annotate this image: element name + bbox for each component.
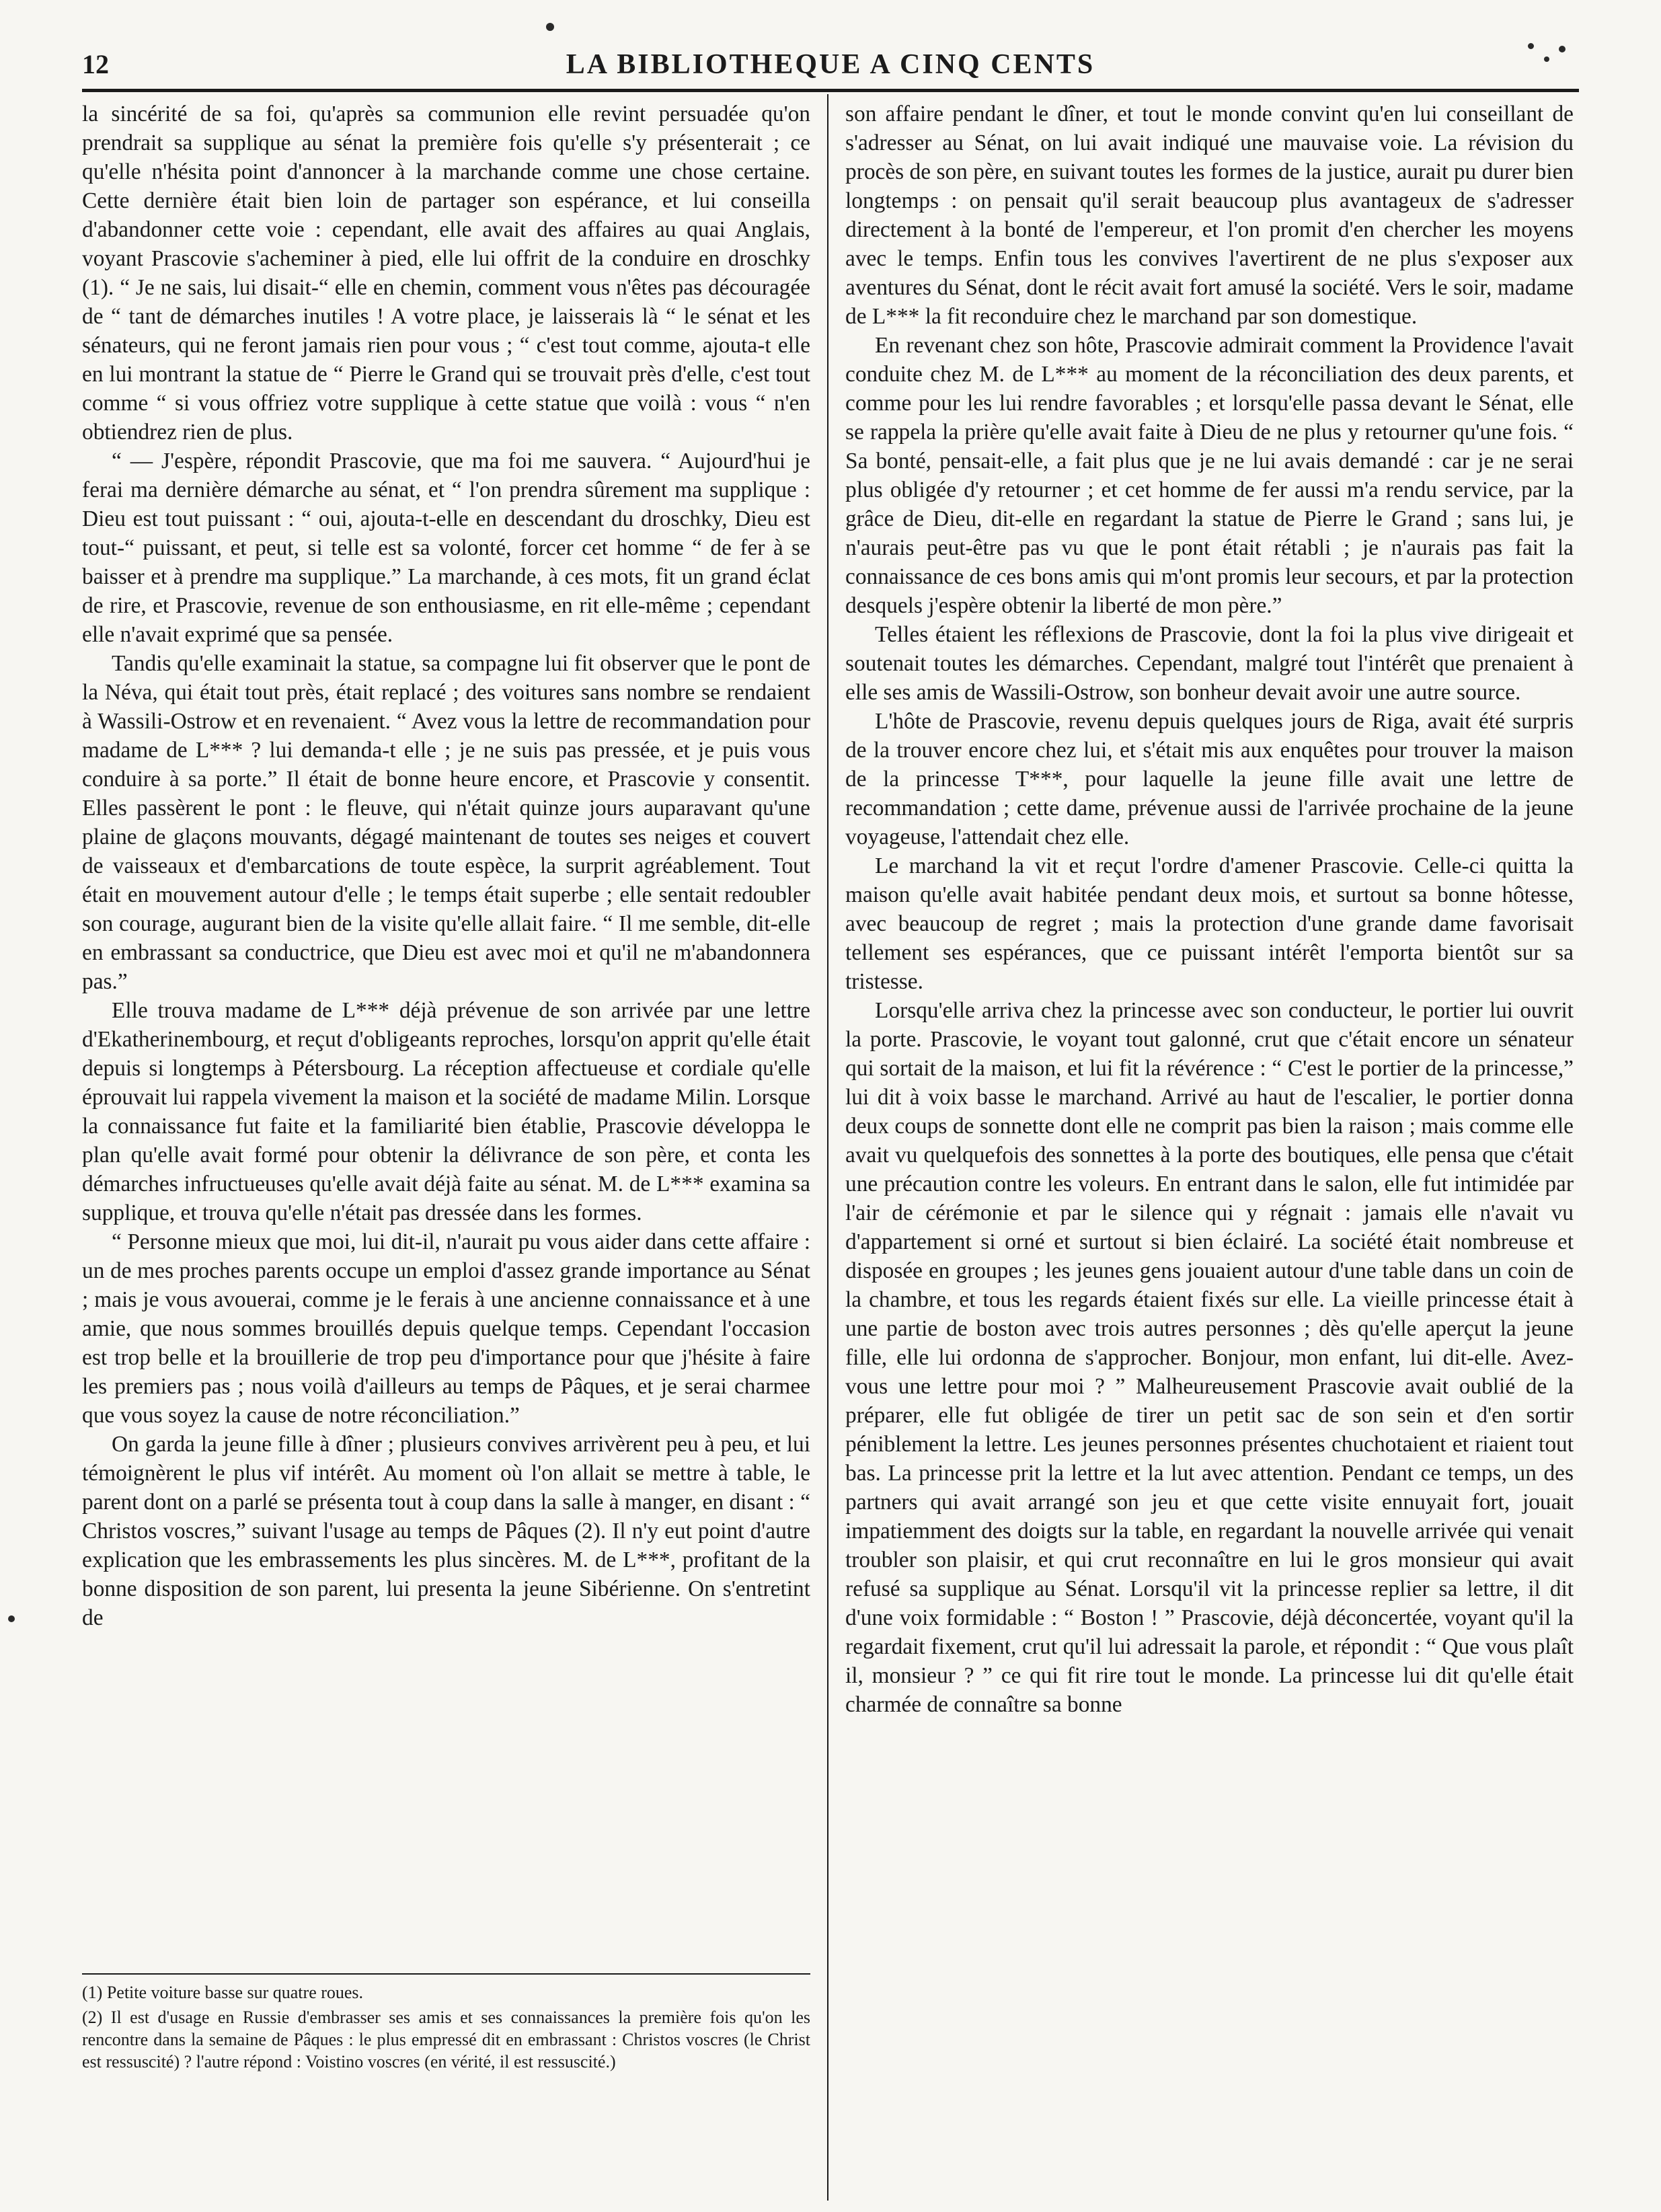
ink-speck [1559, 46, 1566, 52]
paragraph: Le marchand la vit et reçut l'ordre d'amener Prascovie. Celle-ci quitta la maison qu'elle avait habitée pendant deux mois, et surtout sa bonne hôtesse, avec beaucoup de regret ; mais la protection d'une grande dame favorisait tellement ses espérances, que ce puissant intérêt l'emporta bientôt sur sa tristesse. [845, 853, 1574, 994]
footnote-rule [82, 1973, 810, 1975]
paragraph: Lorsqu'elle arriva chez la princesse avec son conducteur, le portier lui ouvrit la porte. Prascovie, le voyant tout galonné, crut que c'était encore un sénateur qui sortait de la maison, et lui fit la révérence : “ C'est le portier de la princesse,” lui dit à voix basse le marchand. Arrivé au haut de l'escalier, le portier donna deux coups de sonnette dont elle ne comprit pas bien la raison ; mais comme elle avait vu quelquefois des sonnettes à la porte des boutiques, elle pensa que c'était une précaution contre les voleurs. En entrant dans le salon, elle fut intimidée par l'air de cérémonie et par le silence qui y régnait : jamais elle n'avait vu d'appartement si orné et surtout si bien éclairé. La société était nombreuse et disposée en groupes ; les jeunes gens jouaient autour d'une table dans un coin de la chambre, et tous les regards étaient fixés sur elle. La vieille princesse était à une partie de boston avec trois autres personnes ; dès qu'elle aperçut la jeune fille, elle lui ordonna de s'approcher. Bonjour, mon enfant, lui dit-elle. Avez-vous une lettre pour moi ? ” Malheureusement Prascovie avait oublié de la préparer, elle fut obligée de tirer un petit sac de son sein et d'en sortir péniblement la lettre. Les jeunes personnes présentes chuchotaient et riaient tout bas. La princesse prit la lettre et la lut avec attention. Pendant ce temps, un des partners qui avait arrangé son jeu et que cette visite ennuyait fort, jouait impatiemment des doigts sur la table, en regardant la nouvelle arrivée qui venait troubler son plaisir, et qui crut reconnaître en lui le gros monsieur qui avait refusé sa supplique au Sénat. Lorsqu'il vit la princesse replier sa lettre, il dit d'une voix formidable : “ Boston ! ” Prascovie, déjà déconcertée, voyant qu'il la regardait fixement, crut qu'il lui adressait la parole, et répondit : “ Que vous plaît il, monsieur ? ” ce qui fit rire tout le monde. La princesse lui dit qu'elle était charmée de connaître sa bonne [845, 998, 1574, 1717]
footnotes [82, 1981, 810, 2075]
running-title: LA BIBLIOTHEQUE A CINQ CENTS [566, 49, 1095, 80]
paragraph: “ Personne mieux que moi, lui dit-il, n'aurait pu vous aider dans cette affaire : un de mes proches parents occupe un emploi d'assez grande importance au Sénat ; mais je vous avouerai, comme je le ferais à une ancienne connaissance et à une amie, que nous sommes brouillés depuis quelque temps. Cependant l'occasion est trop belle et la brouillerie de trop peu d'importance pour que j'hésite à faire les premiers pas ; nous voilà d'ailleurs au temps de Pâques, et je serai charmee que vous soyez la cause de notre réconciliation.” [82, 1229, 810, 1428]
column-divider [827, 94, 828, 2201]
footnote: (1) Petite voiture basse sur quatre roues. [82, 1983, 364, 2002]
paragraph: la sincérité de sa foi, qu'après sa communion elle revint persuadée qu'on prendrait sa supplique au sénat la première fois qu'elle s'y présenterait ; ce qu'elle n'hésita point d'annoncer à la marchande comme une chose certaine. Cette dernière était bien loin de partager son espérance, et lui conseilla d'abandonner cette voie : cependant, elle avait des affaires au quai Anglais, voyant Prascovie s'acheminer à pied, elle lui offrit de la conduire en droschky (1). “ Je ne sais, lui disait-“ elle en chemin, comment vous n'êtes pas découragée de “ tant de démarches inutiles ! A votre place, je laisserais là “ le sénat et les sénateurs, qui ne feront jamais rien pour vous ; “ c'est tout comme, ajouta-t elle en lui montrant la statue de “ Pierre le Grand qui se trouvait près d'elle, c'est tout comme “ si vous offriez votre supplique à cette statue que voilà : vous “ n'en obtiendrez rien de plus. [82, 102, 810, 445]
paragraph: Telles étaient les réflexions de Prascovie, dont la foi la plus vive dirigeait et soutenait toutes les démarches. Cependant, malgré tout l'intérêt que prenaient à elle ses amis de Wassili-Ostrow, son bonheur devait avoir une autre source. [845, 622, 1574, 705]
ink-speck [1544, 56, 1549, 62]
paragraph: “ — J'espère, répondit Prascovie, que ma foi me sauvera. “ Aujourd'hui je ferai ma dernière démarche au sénat, et “ l'on prendra sûrement ma supplique : Dieu est tout puissant : “ oui, ajouta-t-elle en descendant du droschky, Dieu est tout-“ puissant, et peut, si telle est sa volonté, forcer cet homme “ de fer à se baisser et à prendre ma supplique.” La marchande, à ces mots, fit un grand éclat de rire, et Prascovie, revenue de son enthousiasme, en rit elle-même ; cependant elle n'avait exprimé que sa pensée. [82, 449, 810, 647]
paragraph: son affaire pendant le dîner, et tout le monde convint qu'en lui conseillant de s'adresser au Sénat, on lui avait indiqué une mauvaise voie. La révision du procès de son père, en suivant toutes les formes de la justice, aurait pu durer bien longtemps : on pensait qu'il serait beaucoup plus avantageux de s'adresser directement à la bonté de l'empereur, et l'on promit d'en chercher les moyens avec le temps. Enfin tous les convives l'avertirent de ne plus s'exposer aux aventures du Sénat, dont le récit avait fort amusé la société. Vers le soir, madame de L*** la fit reconduire chez le marchand par son domestique. [845, 102, 1574, 329]
header-rule [82, 89, 1579, 92]
paragraph: En revenant chez son hôte, Prascovie admirait comment la Providence l'avait conduite chez M. de L*** au moment de la réconciliation des deux parents, et comme pour les lui rendre favorables ; et lorsqu'elle passa devant le Sénat, elle se rappela la prière qu'elle avait faite à Dieu de ne plus y retourner qu'une fois. “ Sa bonté, pensait-elle, a fait plus que je ne lui avais demandé : car je ne serai plus obligée d'y retourner ; et cet homme de fer aussi m'a rendu service, par la grâce de Dieu, dit-elle en regardant la statue de Pierre le Grand ; sans lui, je n'aurais peut-être pas vu que le pont était rétabli ; je n'aurais pas fait la connaissance de ces bons amis qui m'ont promis leur secours, et par la protection desquels j'espère obtenir la liberté de mon père.” [845, 333, 1574, 618]
page-number: 12 [82, 49, 109, 79]
ink-speck [546, 23, 554, 31]
ink-speck [1528, 43, 1534, 49]
right-column [845, 100, 1574, 1719]
paragraph: Elle trouva madame de L*** déjà prévenue de son arrivée par une lettre d'Ekatherinembourg, et reçut d'obligeants reproches, lorsqu'on apprit qu'elle était depuis si longtemps à Pétersbourg. La réception affectueuse et cordiale qu'elle éprouvait lui rappela vivement la maison et la société de madame Milin. Lorsque la connaissance fut faite et la familiarité bien établie, Prascovie développa le plan qu'elle avait formé pour obtenir la délivrance de son père, et conta les démarches infructueuses qu'elle avait déjà faite au sénat. M. de L*** examina sa supplique, et trouva qu'elle n'était pas dressée dans les formes. [82, 998, 810, 1225]
footnote: (2) Il est d'usage en Russie d'embrasser ses amis et ses connaissances la première fois qu'on les rencontre dans la semaine de Pâques : le plus empressé dit en embrassant : Christos voscres (le Christ est ressuscité) ? l'autre répond : Voistino voscres (en vérité, il est ressuscité.) [82, 2008, 810, 2071]
paragraph: L'hôte de Prascovie, revenu depuis quelques jours de Riga, avait été surpris de la trouver encore chez lui, et s'était mis aux enquêtes pour trouver la maison de la princesse T***, pour laquelle la jeune fille avait une lettre de recommandation ; cette dame, prévenue aussi de l'arrivée prochaine de la jeune voyageuse, l'attendait chez elle. [845, 709, 1574, 849]
ink-speck [8, 1615, 15, 1622]
page-header [82, 39, 1579, 93]
left-column [82, 100, 810, 1632]
paragraph: On garda la jeune fille à dîner ; plusieurs convives arrivèrent peu à peu, et lui témoignèrent le plus vif intérêt. Au moment où l'on allait se mettre à table, le parent dont on a parlé se présenta tout à coup dans la salle à manger, en disant : “ Christos voscres,” suivant l'usage au temps de Pâques (2). Il n'y eut point d'autre explication que les embrassements les plus sincères. M. de L***, profitant de la bonne disposition de son parent, lui presenta la jeune Sibérienne. On s'entretint de [82, 1432, 810, 1630]
paragraph: Tandis qu'elle examinait la statue, sa compagne lui fit observer que le pont de la Néva, qui était tout près, était replacé ; des voitures sans nombre se rendaient à Wassili-Ostrow et en revenaient. “ Avez vous la lettre de recommandation pour madame de L*** ? lui demanda-t elle ; je ne suis pas pressée, et je puis vous conduire à sa porte.” Il était de bonne heure encore, et Prascovie y consentit. Elles passèrent le pont : le fleuve, qui n'était quinze jours auparavant qu'une plaine de glaçons mouvants, dégagé maintenant de toutes ses neiges et couvert de vaisseaux et d'embarcations de toute espèce, la surprit agréablement. Tout était en mouvement autour d'elle ; le temps était superbe ; elle sentait redoubler son courage, augurant bien de la visite qu'elle allait faire. “ Il me semble, dit-elle en embrassant sa conductrice, que Dieu est avec moi et qu'il ne m'abandonnera pas.” [82, 651, 810, 994]
